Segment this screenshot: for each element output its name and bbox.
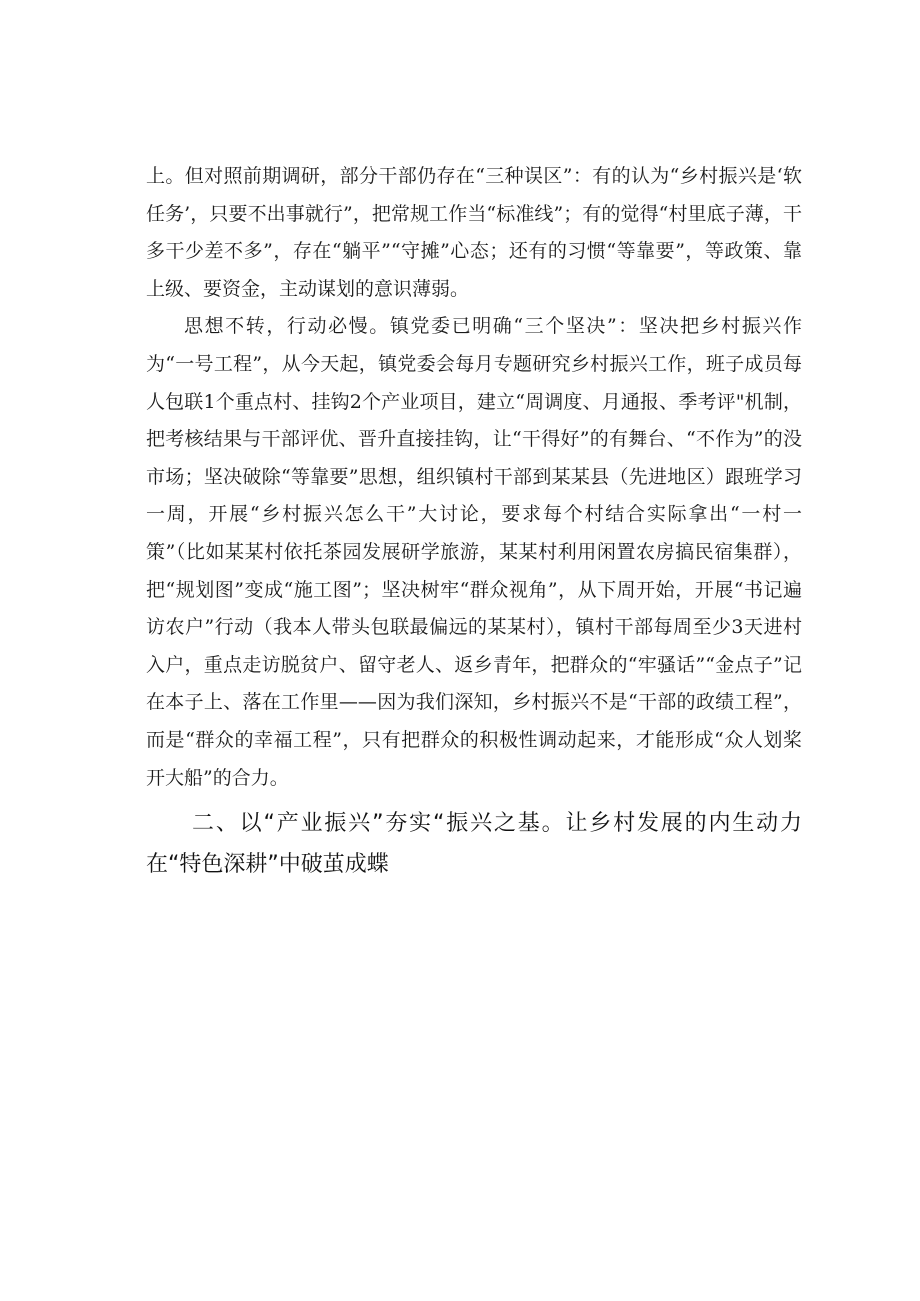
document-body xyxy=(146,158,802,885)
section-heading-industry-revitalization: 二、以“产业振兴”夯实“振兴之基。让乡村发展的内生动力在“特色深耕”中破茧成蝶 xyxy=(146,811,802,878)
paragraph-three-resolutions: 思想不转，行动必慢。镇党委已明确“三个坚决”：坚决把乡村振兴作为“一号工程”，从今天起，镇党委会每月专题研究乡村振兴工作，班子成员每人包联1个重点村、挂钩2个产业项目，建立“周调度、月通报、季考评"机制，把考核结果与干部评优、晋升直接挂钩，让“干得好”的有舞台、“不作为”的没市场；坚决破除“等靠要”思想，组织镇村干部到某某县（先进地区）跟班学习一周，开展“乡村振兴怎么干”大讨论，要求每个村结合实际拿出“一村一策”（比如某某村依托茶园发展研学旅游，某某村利用闲置农房搞民宿集群），把“规划图”变成“施工图”；坚决树牢“群众视角”，从下周开始，开展“书记遍访农户”行动（我本人带头包联最偏远的某某村），镇村干部每周至少3天进村入户，重点走访脱贫户、留守老人、返乡青年，把群众的“牢骚话”“金点子”记在本子上、落在工作里——因为我们深知，乡村振兴不是“干部的政绩工程”，而是“群众的幸福工程”，只有把群众的积极性调动起来，才能形成“众人划桨开大船”的合力。 xyxy=(146,315,802,789)
paragraph-misconceptions: 上。但对照前期调研，部分干部仍存在“三种误区”：有的认为“乡村振兴是‘软任务’，只要不出事就行”，把常规工作当“标准线”；有的觉得“村里底子薄，干多干少差不多”，存在“躺平”“守摊”心态；还有的习惯“等靠要”，等政策、靠上级、要资金，主动谋划的意识薄弱。 xyxy=(146,165,802,300)
